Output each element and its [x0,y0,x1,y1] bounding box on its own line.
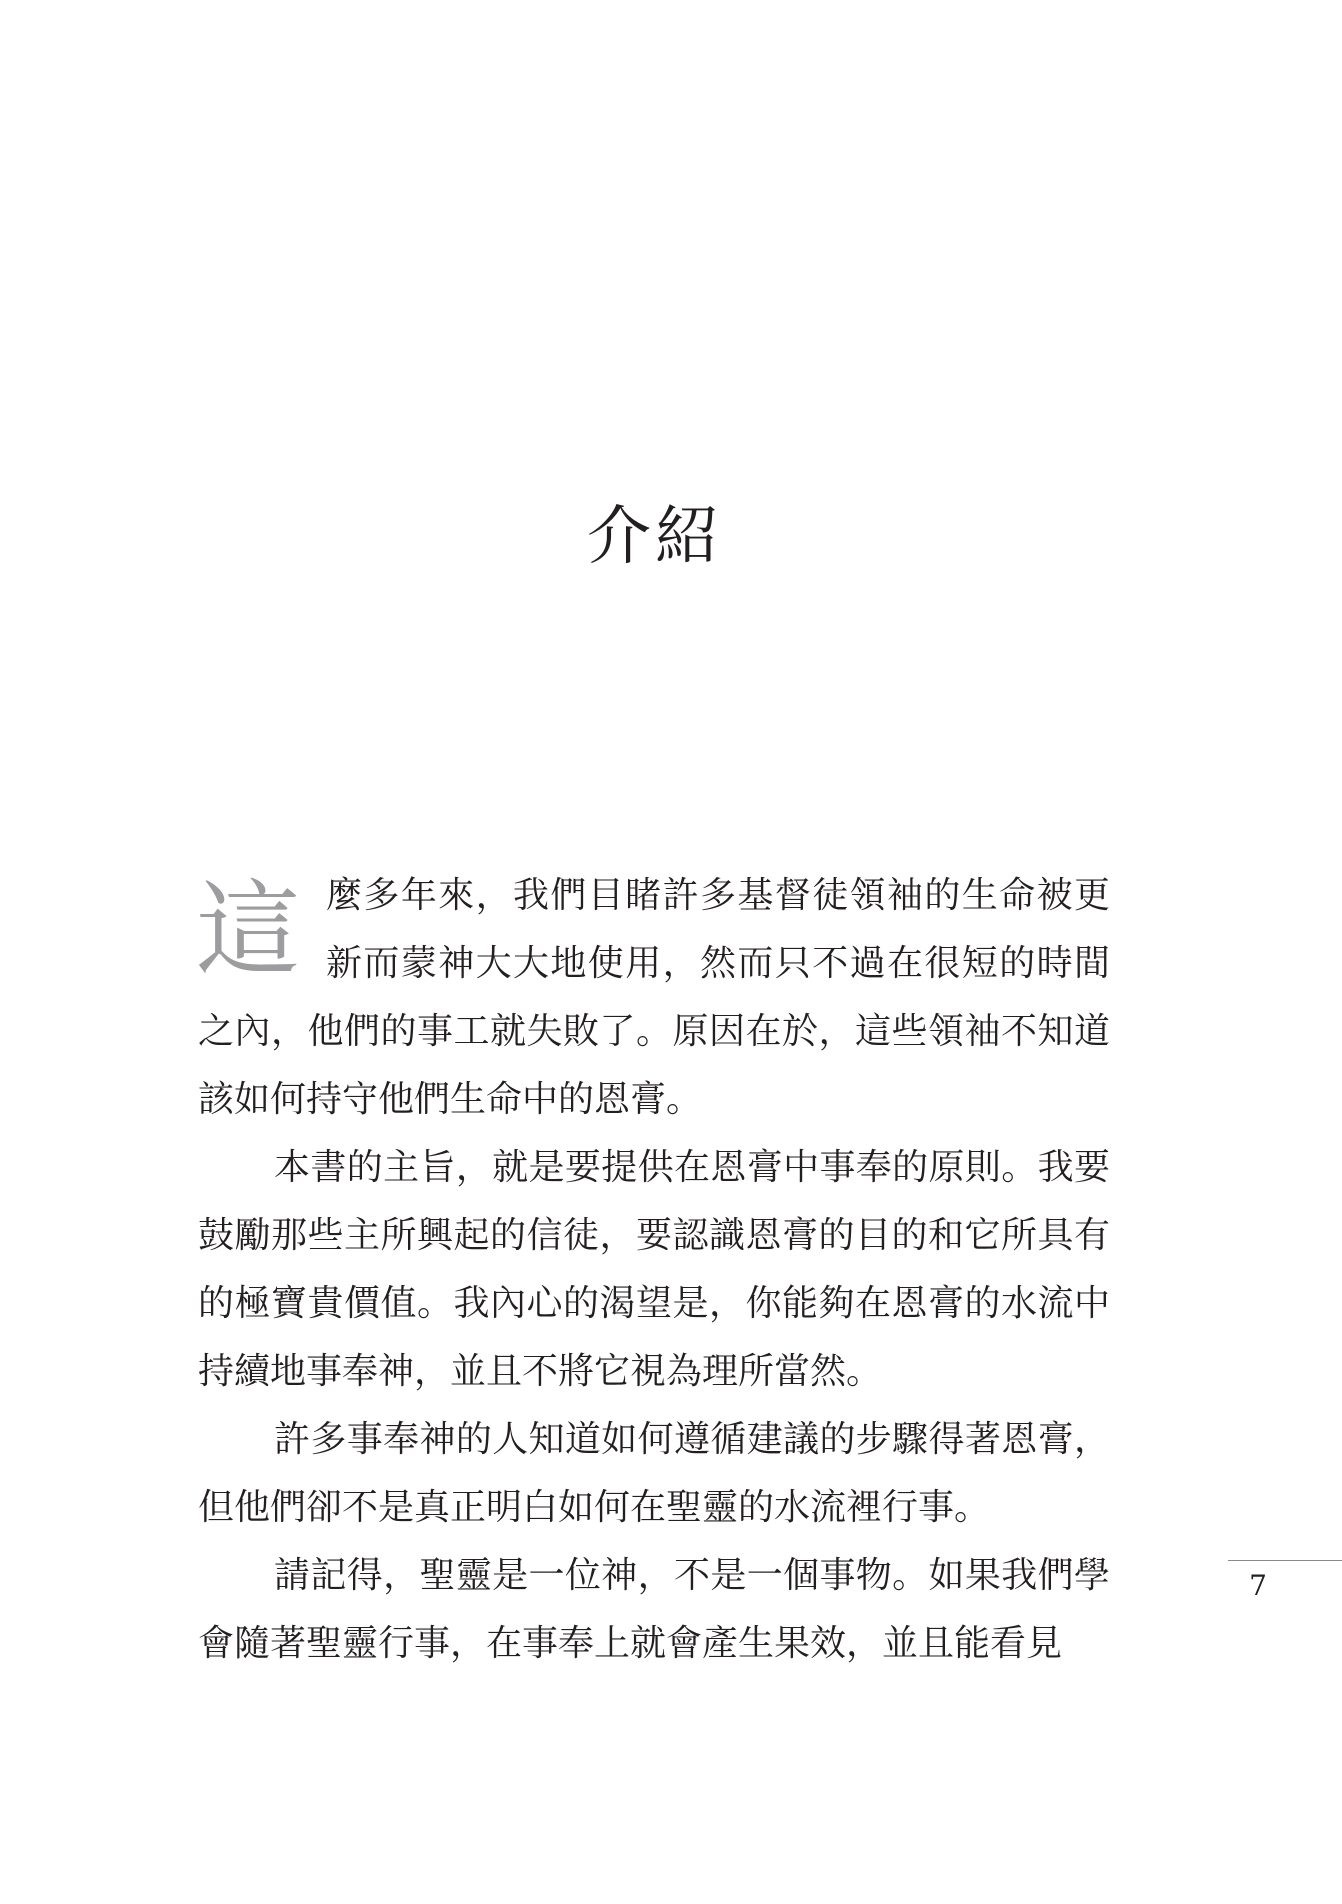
body-text [198,862,1110,1678]
page-number: 7 [1249,1569,1267,1602]
paragraph-1-text: 麼多年來，我們目睹許多基督徒領袖的生命被更新而蒙神大大地使用，然而只不過在很短的時間之內，他們的事工就失敗了。原因在於，這些領袖不知道該如何持守他們生命中的恩膏。 [198,875,1110,1120]
paragraph-3: 許多事奉神的人知道如何遵循建議的步驟得著恩膏，但他們卻不是真正明白如何在聖靈的水流裡行事。 [198,1419,1110,1528]
page-number-rule [1228,1560,1342,1561]
chapter-title: 介紹 [587,499,723,574]
paragraph-4: 請記得，聖靈是一位神，不是一個事物。如果我們學會隨著聖靈行事，在事奉上就會產生果效，並且能看見 [198,1555,1110,1664]
paragraph-1 [198,862,1110,1134]
drop-cap: 這 [196,869,301,991]
paragraph-2: 本書的主旨，就是要提供在恩膏中事奉的原則。我要鼓勵那些主所興起的信徒，要認識恩膏的目的和它所具有的極寶貴價值。我內心的渴望是，你能夠在恩膏的水流中持續地事奉神，並且不將它視為理所當然。 [198,1147,1110,1392]
